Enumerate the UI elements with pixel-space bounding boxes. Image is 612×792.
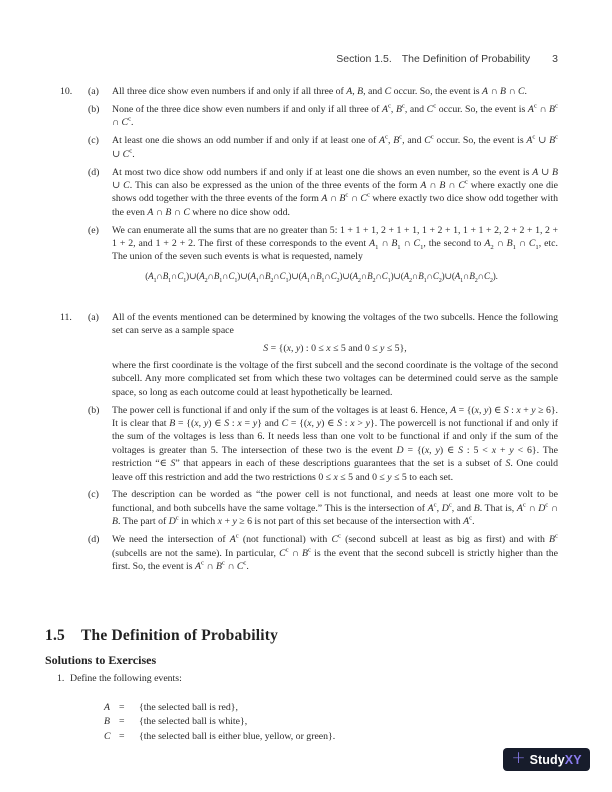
solutions-subheading: Solutions to Exercises (45, 653, 157, 667)
definition-equals: = (119, 716, 125, 728)
part-c-text: The description can be worded as “the power cell is not functional, and needs at least one more volt to be functional, and both subcells have the same voltage.” This is the intersection of $A^c$, $D^c$, and B. That is, $A^c$ ∩ $D^c$ ∩ B. The part of $D^c$ in which x + y ≥ 6 is not part of this set because of the intersection with $A^c$. (112, 489, 558, 528)
problem-10-part-d (88, 166, 558, 220)
section-heading (45, 627, 278, 645)
part-e-body (112, 224, 558, 283)
studyxy-logo (503, 748, 590, 771)
definition-row (104, 730, 335, 744)
plus-icon: + (511, 748, 526, 768)
definition-row (104, 701, 335, 715)
part-c-label: (c) (88, 135, 99, 147)
exercise-number: 1. (57, 673, 65, 684)
problem-11-part-a (88, 311, 558, 399)
problem-11-part-c (88, 488, 558, 528)
header-title: The Definition of Probability (401, 53, 531, 65)
part-c-label: (c) (88, 489, 99, 501)
part-d-label: (d) (88, 534, 100, 546)
event-definitions (104, 701, 335, 744)
part-a-text2: where the first coordinate is the voltage of the first subcell and the second coordinate is the voltage of the second subcell. Any more complicated set from which these two voltages can be determined could serve as the sample space, so long as each outcome could at least hypothetically be learned. (112, 359, 558, 398)
part-a-text: All three dice show even numbers if and only if all three of A, B, and C occur. So, the event is A ∩ B ∩ C. (112, 86, 527, 97)
problem-11-number: 11. (60, 312, 72, 323)
problem-10-number: 10. (60, 86, 73, 97)
definition-rhs: {the selected ball is white}, (139, 716, 248, 728)
part-d-text: We need the intersection of $A^c$ (not functional) with $C^c$ (second subcell at least as big as first) and with $B^c$ (subcells are not the same). In particular, $C^c$ ∩ $B^c$ is the event that the second subcell is strictly higher than the first. So, the event is $A^c$ ∩ $B^c$ ∩ $C^c$. (112, 532, 558, 572)
problem-11 (60, 311, 558, 573)
logo-wordmark (530, 753, 582, 767)
part-b-text: The power cell is functional if and only if the sum of the voltages is at least 6. Hence, A = {(x, y) ∈ S : x + y ≥ 6}. It is clear that B = {(x, y) ∈ S : x = y} and C = {(x, y) ∈ S : x > y}. The powercell is not functional if and only if the sum of the voltages is less than 6. It needs less than one volt to be functional if and only if the sum of the voltages is greater than 5. The intersection of these two is the event D = {(x, y) ∈ S : 5 < x + y < 6}. The restriction “∈ S” that appears in each of these descriptions guarantees that the set is a subset of S. One could leave off this restriction and add the two restrictions 0 ≤ x ≤ 5 and 0 ≤ y ≤ 5 to each set. (112, 404, 559, 483)
sample-space-equation: S = {(x, y) : 0 ≤ x ≤ 5 and 0 ≤ y ≤ 5}, (263, 342, 407, 354)
part-b-label: (b) (88, 404, 100, 416)
exercise-prompt: Define the following events: (70, 673, 182, 684)
part-b-label: (b) (88, 103, 100, 115)
problem-10-parts (88, 85, 558, 283)
logo-text-primary: Study (529, 752, 565, 767)
part-a-body (112, 311, 558, 399)
definition-equals: = (119, 702, 125, 713)
part-d-text: At most two dice show odd numbers if and only if at least one die shows an even number, so the event is A ∪ B ∪ C. This can also be expressed as the union of the three events of the form A ∩ B ∩ $C^c$ where exactly one die shows odd together with the three events of the form A ∩ $B^c$ ∩ $C^c$ where exactly two dice show odd together with the even A ∩ B ∩ C where no dice show odd. (112, 166, 558, 218)
problem-11-part-d (88, 533, 558, 573)
problem-11-parts (88, 311, 558, 573)
union-equation: $(A_1\cap B_1\cap C_1)\cup(A_2\cap B_1\cap C_1)\cup(A_1\cap B_2\cap C_1)\cup(A_1\cap B_1\cap C_2)\cup(A_2\cap B_2\cap C_1)\cup(A_2\cap B_1\cap C_2)\cup(A_1\cap B_2\cap C_2)$. (145, 270, 498, 284)
problem-10-part-c (88, 134, 558, 161)
part-a-label: (a) (88, 86, 99, 97)
problem-10-part-b (88, 103, 558, 130)
problem-10-part-a (88, 85, 558, 98)
definition-rhs: {the selected ball is either blue, yellow, or green}. (139, 730, 336, 742)
definition-lhs: B (104, 716, 110, 728)
problem-10 (60, 85, 558, 283)
definition-row (104, 715, 335, 729)
part-a-text: All of the events mentioned can be determined by knowing the voltages of the two subcells. Hence the following set can serve as a sample space (112, 312, 558, 337)
problem-11-part-b (88, 404, 558, 484)
logo-text-accent: XY (564, 752, 582, 767)
part-b-text: None of the three dice show even numbers if and only if all three of $A^c$, $B^c$, and $C^c$ occur. So, the event is $A^c$ ∩ $B^c$ ∩ $C^c$. (112, 102, 558, 129)
part-a-label: (a) (88, 312, 99, 323)
problem-10-part-e (88, 224, 558, 283)
section-number: 1.5 (45, 627, 65, 644)
page-header (0, 53, 558, 65)
header-section-label: Section 1.5. (336, 53, 392, 65)
section-title: The Definition of Probability (80, 627, 279, 644)
part-e-text: We can enumerate all the sums that are no greater than 5: 1 + 1 + 1, 2 + 1 + 1, 1 + 2 + 1, 1 + 1 + 2, 2 + 2 + 1, 2 + 1 + 2, and 1 + 2 + 2. The first of these corresponds to the event $A_1$ ∩ $B_1$ ∩ $C_1$, the second to $A_2$ ∩ $B_1$ ∩ $C_1$, etc. The union of the seven such events is what is requested, namely (112, 224, 558, 263)
header-page-number: 3 (552, 53, 558, 65)
definition-rhs: {the selected ball is red}, (139, 702, 238, 713)
definition-lhs: A (104, 702, 110, 713)
definition-lhs: C (104, 730, 111, 742)
part-c-text: At least one die shows an odd number if and only if at least one of $A^c$, $B^c$, and $C^c$ occur. So, the event is $A^c$ ∪ $B^c$ ∪ $C^c$. (112, 133, 559, 160)
part-e-label: (e) (88, 224, 99, 236)
part-d-label: (d) (88, 166, 100, 178)
exercise-1 (57, 672, 558, 685)
definition-equals: = (119, 730, 125, 742)
